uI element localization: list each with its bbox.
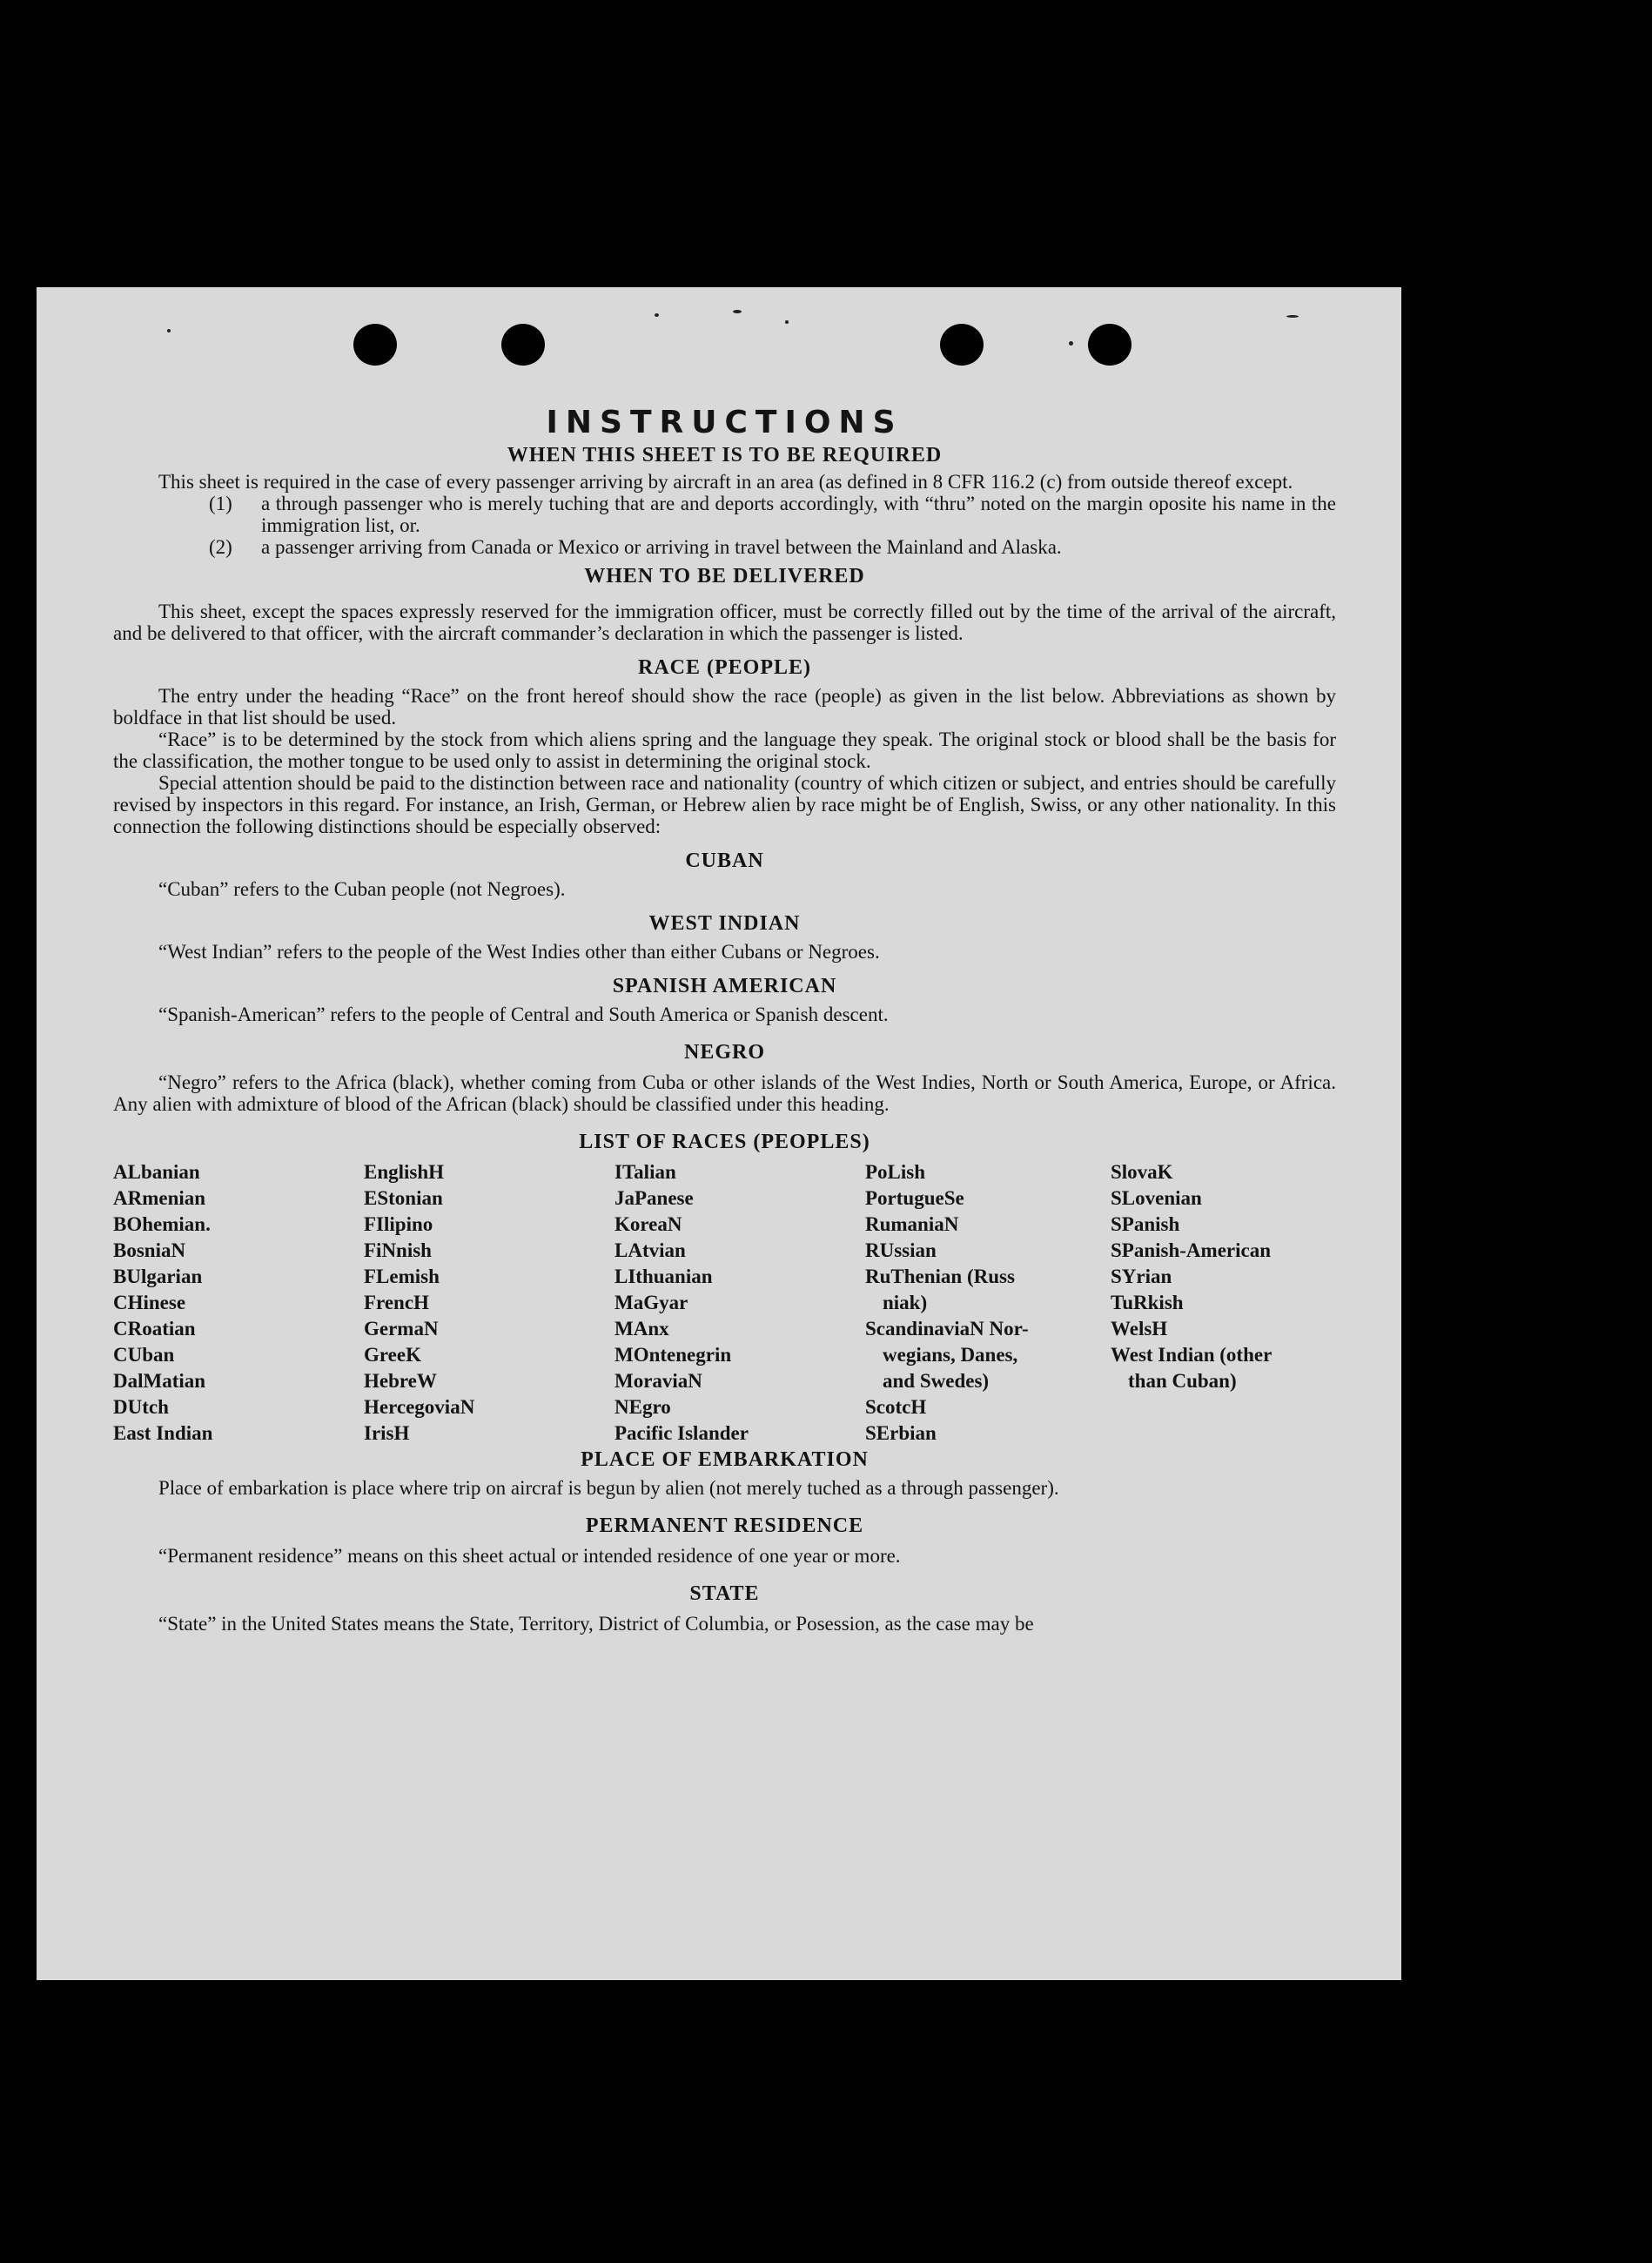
punch-hole (501, 324, 545, 366)
paragraph-cuban: “Cuban” refers to the Cuban people (not Negroes). (158, 878, 566, 900)
race-entry: ALbanian (113, 1161, 200, 1183)
paragraph-spanish-american: “Spanish-American” refers to the people of Central and South America or Spanish descent. (158, 1004, 889, 1025)
race-entry: CRoatian (113, 1318, 196, 1340)
paragraph-residence: “Permanent residence” means on this sheet actual or intended residence of one year or more. (158, 1545, 901, 1567)
section-heading-spanish-american: SPANISH AMERICAN (612, 975, 837, 997)
race-entry: FLemish (364, 1266, 440, 1287)
paragraph-race-3: Special attention should be paid to the distinction between race and nationality (country of which citizen or subject, and entries should be carefully revised by inspectors in this regard. For instance, an Irish, German, or Hebrew alien by race might be of English, Swiss, or any other nationality. In this connection the following distinctions should be especially observed: (113, 772, 1336, 837)
punch-hole (1088, 324, 1132, 366)
race-entry: LAtvian (614, 1239, 686, 1261)
race-entry: IrisH (364, 1422, 410, 1444)
instructions-content (113, 405, 1336, 1635)
race-entry: SlovaK (1111, 1161, 1173, 1183)
race-entry: FrencH (364, 1292, 429, 1313)
race-entry: MoraviaN (614, 1370, 702, 1392)
race-entry: PortugueSe (865, 1187, 964, 1209)
race-entry: SErbian (865, 1422, 937, 1444)
race-entry: NEgro (614, 1396, 671, 1418)
dust-speck (733, 310, 742, 313)
exception-text: a passenger arriving from Canada or Mexico or arriving in travel between the Mainland and Alaska. (261, 536, 1062, 558)
race-entry: GreeK (364, 1344, 421, 1366)
race-entry: HercegoviaN (364, 1396, 475, 1418)
race-entry: JaPanese (614, 1187, 694, 1209)
section-heading-cuban: CUBAN (685, 849, 764, 872)
races-column-3 (614, 1159, 865, 1447)
race-entry: EStonian (364, 1187, 443, 1209)
section-heading-west-indian: WEST INDIAN (648, 912, 801, 935)
race-entry-continued: niak) (883, 1292, 928, 1313)
race-entry: ARmenian (113, 1187, 206, 1209)
race-entry-continued: and Swedes) (883, 1370, 990, 1392)
races-column-4 (865, 1159, 1111, 1447)
race-entry: SPanish-American (1111, 1239, 1271, 1261)
section-heading-race: RACE (PEOPLE) (638, 656, 811, 679)
punch-hole (940, 324, 984, 366)
race-entry: DUtch (113, 1396, 169, 1418)
race-entry: TuRkish (1111, 1292, 1184, 1313)
race-entry: MOntenegrin (614, 1344, 732, 1366)
section-heading-required: WHEN THIS SHEET IS TO BE REQUIRED (507, 444, 943, 467)
race-entry: RumaniaN (865, 1213, 959, 1235)
race-entry: West Indian (other (1111, 1344, 1273, 1366)
race-entry: DalMatian (113, 1370, 206, 1392)
race-entry: SYrian (1111, 1266, 1172, 1287)
race-entry: CUban (113, 1344, 175, 1366)
races-list (113, 1159, 1336, 1447)
race-entry: SPanish (1111, 1213, 1180, 1235)
race-entry: CHinese (113, 1292, 186, 1313)
paragraph-race-1: The entry under the heading “Race” on the front hereof should show the race (people) as given in the list below. Abbreviations as shown by boldface in that list should be used. (113, 685, 1336, 729)
race-entry: RUssian (865, 1239, 937, 1261)
document-sheet (37, 287, 1401, 1980)
race-entry-continued: wegians, Danes, (883, 1344, 1018, 1366)
race-entry: KoreaN (614, 1213, 682, 1235)
exception-item-1 (209, 493, 1336, 536)
exception-number: (1) (209, 493, 232, 514)
exception-number: (2) (209, 536, 232, 558)
dust-speck (1069, 341, 1073, 346)
race-entry: EnglishH (364, 1161, 445, 1183)
race-entry: MAnx (614, 1318, 669, 1340)
race-entry: PoLish (865, 1161, 926, 1183)
race-entry: MaGyar (614, 1292, 688, 1313)
races-column-1 (113, 1159, 364, 1447)
paragraph-state: “State” in the United States means the State, Territory, District of Columbia, or Posession, as the case may be (158, 1613, 1034, 1635)
section-heading-state: STATE (689, 1582, 760, 1605)
page-title: INSTRUCTIONS (546, 405, 903, 440)
paragraph-west-indian: “West Indian” refers to the people of the West Indies other than either Cubans or Negroes. (158, 941, 880, 963)
exception-item-2 (209, 536, 1336, 558)
race-entry: FiNnish (364, 1239, 432, 1261)
race-entry: BUlgarian (113, 1266, 203, 1287)
races-column-2 (364, 1159, 614, 1447)
race-entry: Pacific Islander (614, 1422, 749, 1444)
dust-speck (785, 320, 789, 324)
race-entry: ScandinaviaN Nor- (865, 1318, 1029, 1340)
section-heading-embarkation: PLACE OF EMBARKATION (581, 1448, 869, 1471)
race-entry: BOhemian. (113, 1213, 211, 1235)
paragraph-negro: “Negro” refers to the Africa (black), whether coming from Cuba or other islands of the West Indies, North or South America, Europe, or Africa. Any alien with admixture of blood of the African (black) should be classified under this heading. (113, 1071, 1336, 1115)
race-entry: ITalian (614, 1161, 676, 1183)
section-heading-races-list: LIST OF RACES (PEOPLES) (579, 1131, 870, 1153)
race-entry: LIthuanian (614, 1266, 713, 1287)
race-entry: SLovenian (1111, 1187, 1202, 1209)
dust-speck (1286, 315, 1299, 318)
section-heading-delivered: WHEN TO BE DELIVERED (584, 565, 865, 588)
section-heading-negro: NEGRO (683, 1041, 765, 1064)
exception-text: a through passenger who is merely tuching that are and deports accordingly, with “thru” noted on the margin oposite his name in the immigration list, or. (261, 493, 1336, 536)
race-entry: RuThenian (Russ (865, 1266, 1015, 1287)
paragraph-delivered: This sheet, except the spaces expressly reserved for the immigration officer, must be correctly filled out by the time of the arrival of the aircraft, and be delivered to that officer, with the aircraft commander’s declaration in which the passenger is listed. (113, 601, 1336, 644)
race-entry: HebreW (364, 1370, 437, 1392)
races-column-5 (1111, 1159, 1336, 1447)
paragraph-embarkation: Place of embarkation is place where trip on aircraf is begun by alien (not merely tuched as a through passenger). (158, 1477, 1059, 1499)
section-heading-residence: PERMANENT RESIDENCE (585, 1514, 864, 1537)
race-entry: ScotcH (865, 1396, 927, 1418)
punch-hole (353, 324, 397, 366)
race-entry: BosniaN (113, 1239, 186, 1261)
race-entry: GermaN (364, 1318, 439, 1340)
paragraph-race-2: “Race” is to be determined by the stock from which aliens spring and the language they speak. The original stock or blood shall be the basis for the classification, the mother tongue to be used only to assist in determining the original stock. (113, 729, 1336, 772)
paragraph-required: This sheet is required in the case of every passenger arriving by aircraft in an area (as defined in 8 CFR 116.2 (c) from outside thereof except. (158, 471, 1293, 493)
dust-speck (655, 313, 659, 317)
race-entry: WelsH (1111, 1318, 1168, 1340)
race-entry-continued: than Cuban) (1128, 1370, 1237, 1392)
race-entry: FIlipino (364, 1213, 433, 1235)
race-entry: East Indian (113, 1422, 213, 1444)
dust-speck (167, 329, 171, 332)
